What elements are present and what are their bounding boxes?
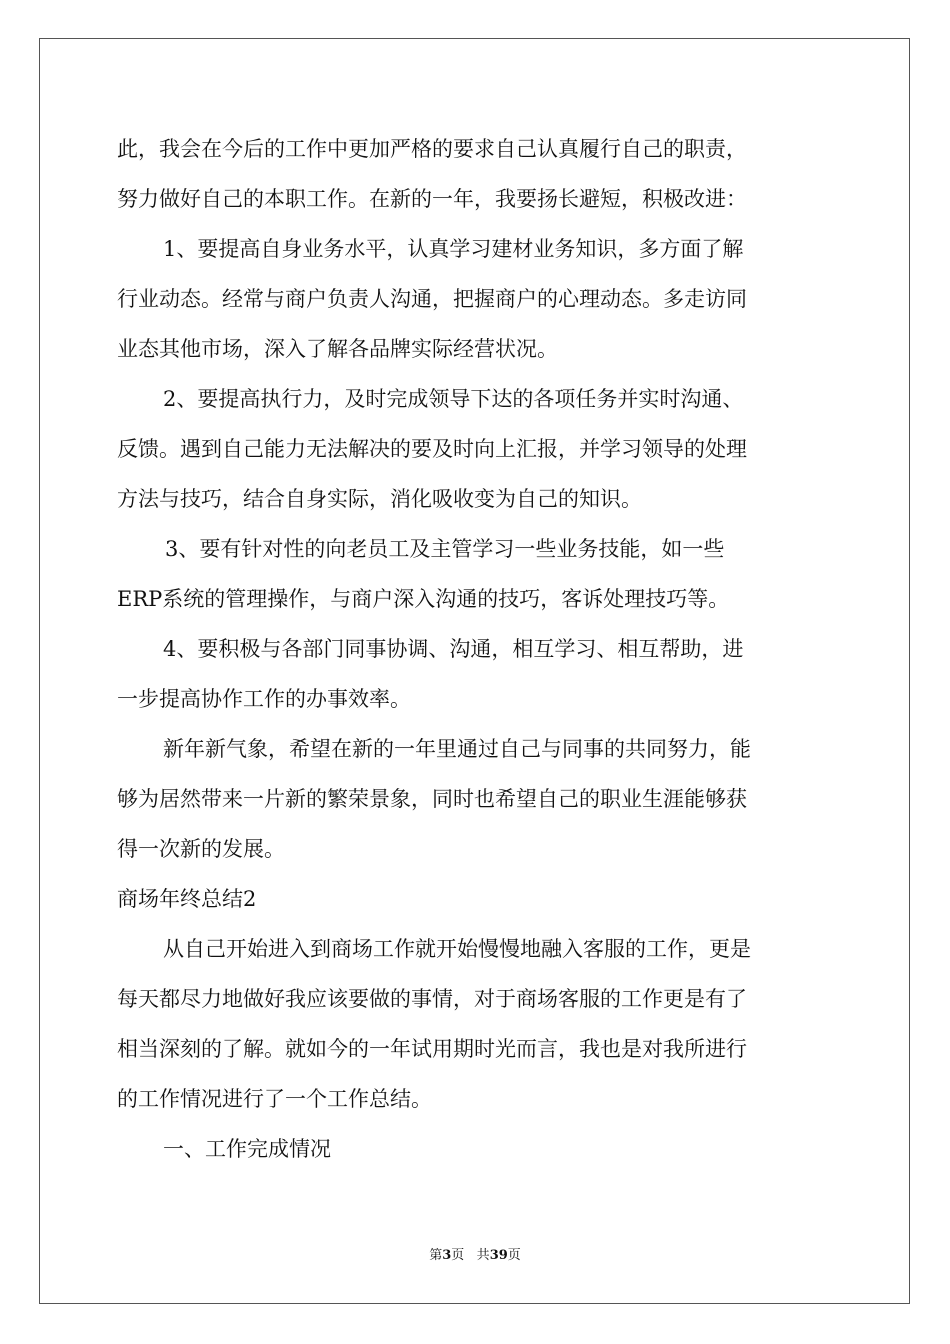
section-title: 商场年终总结2 — [117, 887, 257, 911]
page-number: 3 — [442, 1248, 452, 1263]
page-suffix: 页 — [451, 1248, 465, 1263]
text-line: 得一次新的发展。 — [117, 837, 285, 861]
text-line: ERP系统的管理操作，与商户深入沟通的技巧，客诉处理技巧等。 — [117, 587, 730, 611]
text-line: 一步提高协作工作的办事效率。 — [117, 687, 411, 711]
paragraph-start: 从自己开始进入到商场工作就开始慢慢地融入客服的工作，更是 — [163, 937, 751, 961]
paragraph-start: 新年新气象，希望在新的一年里通过自己与同事的共同努力，能 — [163, 737, 751, 761]
text-line: 此，我会在今后的工作中更加严格的要求自己认真履行自己的职责， — [117, 137, 747, 161]
total-prefix: 共 — [476, 1248, 490, 1263]
total-suffix: 页 — [507, 1248, 521, 1263]
text-line: 方法与技巧，结合自身实际，消化吸收变为自己的知识。 — [117, 487, 642, 511]
list-item-1: 1、要提高自身业务水平，认真学习建材业务知识，多方面了解 — [163, 237, 744, 261]
text-line: 相当深刻的了解。就如今的一年试用期时光而言，我也是对我所进行 — [117, 1037, 747, 1061]
document-body — [117, 124, 835, 1174]
list-item-3: 3、要有针对性的向老员工及主管学习一些业务技能，如一些 — [165, 537, 725, 561]
text-line: 行业动态。经常与商户负责人沟通，把握商户的心理动态。多走访同 — [117, 287, 747, 311]
text-line: 努力做好自己的本职工作。在新的一年，我要扬长避短，积极改进： — [117, 187, 747, 211]
total-pages: 39 — [489, 1248, 508, 1263]
text-line: 的工作情况进行了一个工作总结。 — [117, 1087, 432, 1111]
text-line: 反馈。遇到自己能力无法解决的要及时向上汇报，并学习领导的处理 — [117, 437, 747, 461]
page-footer — [0, 1244, 950, 1263]
list-item-4: 4、要积极与各部门同事协调、沟通，相互学习、相互帮助，进 — [163, 637, 744, 661]
text-line: 业态其他市场，深入了解各品牌实际经营状况。 — [117, 337, 558, 361]
page-prefix: 第 — [429, 1248, 443, 1263]
list-item-2: 2、要提高执行力，及时完成领导下达的各项任务并实时沟通、 — [163, 387, 744, 411]
text-line: 每天都尽力地做好我应该要做的事情，对于商场客服的工作更是有了 — [117, 987, 747, 1011]
subsection-heading: 一、工作完成情况 — [163, 1137, 331, 1161]
text-line: 够为居然带来一片新的繁荣景象，同时也希望自己的职业生涯能够获 — [117, 787, 747, 811]
